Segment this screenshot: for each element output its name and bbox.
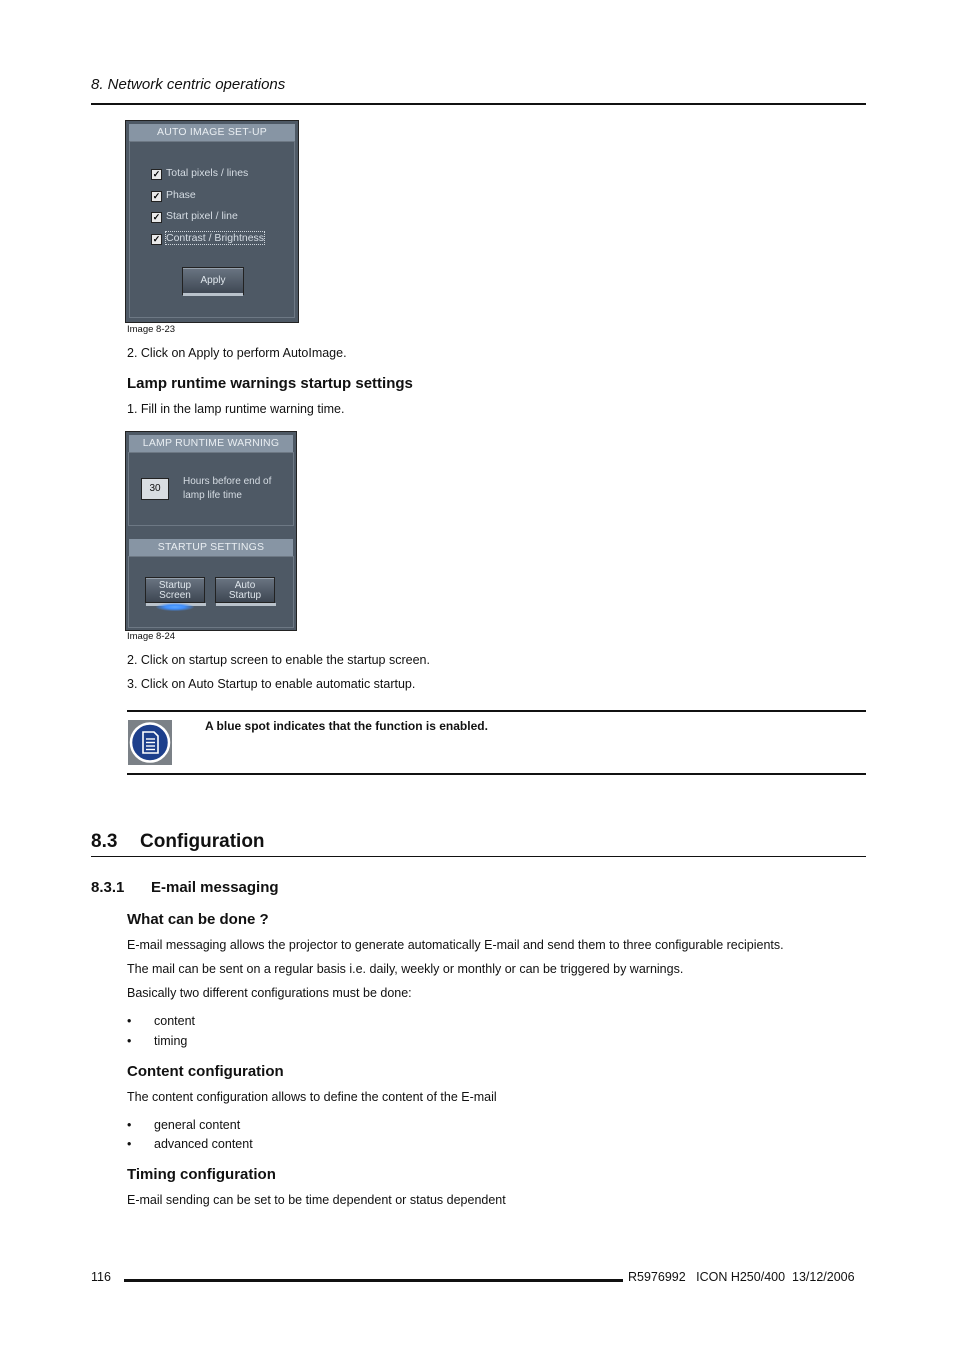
lamp-runtime-title: LAMP RUNTIME WARNING bbox=[129, 435, 293, 452]
note-rule-top bbox=[127, 710, 866, 712]
content-para: The content configuration allows to define the content of the E-mail bbox=[127, 1090, 497, 1104]
enabled-blue-spot bbox=[156, 603, 194, 611]
content-heading: Content configuration bbox=[127, 1063, 284, 1080]
checkbox-phase[interactable]: ✓ Phase bbox=[152, 189, 196, 201]
section-title: Configuration bbox=[140, 831, 265, 852]
startup-screen-button[interactable]: Startup Screen bbox=[145, 577, 205, 603]
hours-input[interactable]: 30 bbox=[141, 478, 169, 500]
subsection-title: E-mail messaging bbox=[151, 879, 279, 896]
checkbox-total-pixels[interactable]: ✓ Total pixels / lines bbox=[152, 167, 249, 179]
list-item: general content bbox=[154, 1118, 241, 1132]
list-item: advanced content bbox=[154, 1137, 253, 1151]
step-apply: 2. Click on Apply to perform AutoImage. bbox=[127, 346, 347, 360]
bullet: • bbox=[127, 1034, 132, 1048]
lamp-step-3: 3. Click on Auto Startup to enable automatic startup. bbox=[127, 677, 416, 691]
footer-doc-info: R5976992 ICON H250/400 13/12/2006 bbox=[628, 1270, 855, 1284]
checkbox-icon[interactable]: ✓ bbox=[152, 234, 161, 244]
timing-heading: Timing configuration bbox=[127, 1166, 276, 1183]
section-number: 8.3 bbox=[91, 831, 118, 852]
note-text: A blue spot indicates that the function is enabled. bbox=[205, 719, 488, 733]
header-rule bbox=[91, 103, 866, 105]
bullet: • bbox=[127, 1014, 132, 1028]
bullet: • bbox=[127, 1118, 132, 1132]
list-item: timing bbox=[154, 1034, 188, 1048]
image-caption-8-23: Image 8-23 bbox=[127, 324, 176, 335]
lamp-step-1: 1. Fill in the lamp runtime warning time. bbox=[127, 402, 345, 416]
lamp-step-2: 2. Click on startup screen to enable the startup screen. bbox=[127, 653, 430, 667]
timing-para: E-mail sending can be set to be time dependent or status dependent bbox=[127, 1193, 506, 1207]
note-document-icon bbox=[128, 720, 172, 765]
auto-image-setup-title: AUTO IMAGE SET-UP bbox=[129, 124, 295, 141]
hours-label: Hours before end of lamp life time bbox=[183, 476, 272, 501]
para-3: Basically two different configurations must be done: bbox=[127, 986, 412, 1000]
what-heading: What can be done ? bbox=[127, 911, 269, 928]
para-2: The mail can be sent on a regular basis i.e. daily, weekly or monthly or can be triggered by warnings. bbox=[127, 962, 684, 976]
auto-startup-button[interactable]: Auto Startup bbox=[215, 577, 275, 603]
lamp-heading: Lamp runtime warnings startup settings bbox=[127, 375, 413, 392]
checkbox-contrast-brightness[interactable]: ✓ Contrast / Brightness bbox=[152, 232, 265, 244]
checkbox-icon[interactable]: ✓ bbox=[152, 212, 161, 222]
page-number: 116 bbox=[91, 1270, 111, 1284]
checkbox-start-pixel[interactable]: ✓ Start pixel / line bbox=[152, 210, 238, 222]
note-icon-graphic bbox=[128, 720, 172, 765]
list-item: content bbox=[154, 1014, 196, 1028]
auto-image-setup-panel bbox=[125, 120, 299, 323]
checkbox-icon[interactable]: ✓ bbox=[152, 169, 161, 179]
para-1: E-mail messaging allows the projector to generate automatically E-mail and send them to three configurable recipients. bbox=[127, 938, 784, 952]
section-rule bbox=[91, 856, 866, 857]
startup-settings-title: STARTUP SETTINGS bbox=[129, 539, 293, 556]
footer-rule bbox=[124, 1279, 623, 1282]
image-caption-8-24: Image 8-24 bbox=[127, 631, 176, 642]
running-head: 8. Network centric operations bbox=[91, 76, 286, 93]
lamp-runtime-panel bbox=[125, 431, 297, 631]
subsection-number: 8.3.1 bbox=[91, 879, 125, 896]
apply-button[interactable]: Apply bbox=[182, 267, 244, 295]
bullet: • bbox=[127, 1137, 132, 1151]
checkbox-icon[interactable]: ✓ bbox=[152, 191, 161, 201]
note-rule-bottom bbox=[127, 773, 866, 775]
